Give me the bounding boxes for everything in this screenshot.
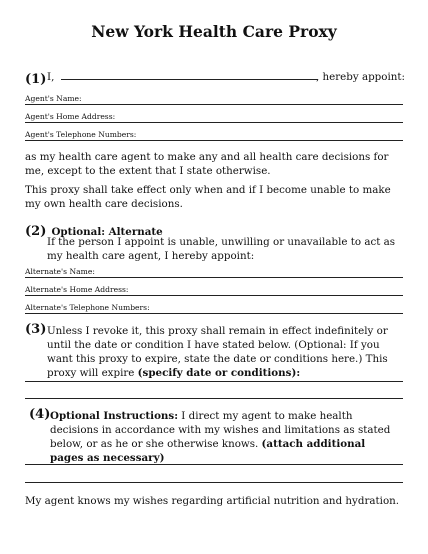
- alternate-name-label: Alternate's Name:: [25, 267, 95, 276]
- duration-text: Unless I revoke it, this proxy shall remain in effect indefinitely or until the date or condition I have stated below. (Optional: If you want this proxy to expire, state the date or conditions here.) This proxy will expire: [47, 325, 388, 379]
- alternate-address-label: Alternate's Home Address:: [25, 285, 129, 294]
- principal-prefix: I,: [47, 71, 55, 83]
- section-2-number: (2): [25, 224, 47, 239]
- agent-phone-field[interactable]: [25, 140, 403, 141]
- appoint-suffix: , hereby appoint:: [315, 71, 405, 83]
- duration-paragraph: [47, 324, 399, 380]
- agent-address-label: Agent's Home Address:: [25, 112, 116, 121]
- agent-name-field[interactable]: [25, 104, 403, 105]
- instructions-field-1[interactable]: [25, 464, 403, 465]
- alternate-heading: Optional: Alternate: [51, 226, 163, 238]
- alternate-name-field[interactable]: [25, 277, 403, 278]
- expiration-field-1[interactable]: [25, 381, 403, 382]
- section-4-number: (4): [29, 407, 51, 422]
- instructions-field-2[interactable]: [25, 482, 403, 483]
- nutrition-hydration-statement: My agent knows my wishes regarding artificial nutrition and hydration.: [25, 495, 400, 507]
- proxy-effect-paragraph: This proxy shall take effect only when and if I become unable to make my own health care decisions.: [25, 184, 391, 210]
- section-3-number: (3): [25, 322, 47, 337]
- instructions-text: I direct my agent to make health decisions in accordance with my wishes and limitations as stated below, or as he or she otherwise knows.: [50, 410, 391, 450]
- duration-bold-text: (specify date or conditions):: [137, 367, 301, 379]
- expiration-field-2[interactable]: [25, 398, 403, 399]
- agent-address-field[interactable]: [25, 122, 403, 123]
- agent-phone-label: Agent's Telephone Numbers:: [25, 130, 137, 139]
- section-1-first-line: [25, 68, 405, 87]
- alternate-phone-field[interactable]: [25, 313, 403, 314]
- section-1-number: (1): [25, 72, 47, 87]
- agent-authority-paragraph: as my health care agent to make any and all health care decisions for me, except to the extent that I state otherwise.: [25, 151, 389, 177]
- instructions-heading: Optional Instructions:: [50, 410, 179, 422]
- instructions-paragraph: [50, 409, 400, 465]
- principal-name-field[interactable]: [61, 79, 318, 80]
- document-title: New York Health Care Proxy: [91, 22, 337, 41]
- instructions-bold-text: (attach additional pages as necessary): [50, 438, 366, 464]
- alternate-phone-label: Alternate's Telephone Numbers:: [25, 303, 150, 312]
- alternate-paragraph: If the person I appoint is unable, unwilling or unavailable to act as my health care agent, I hereby appoint:: [47, 236, 396, 262]
- alternate-address-field[interactable]: [25, 295, 403, 296]
- agent-name-label: Agent's Name:: [25, 94, 82, 103]
